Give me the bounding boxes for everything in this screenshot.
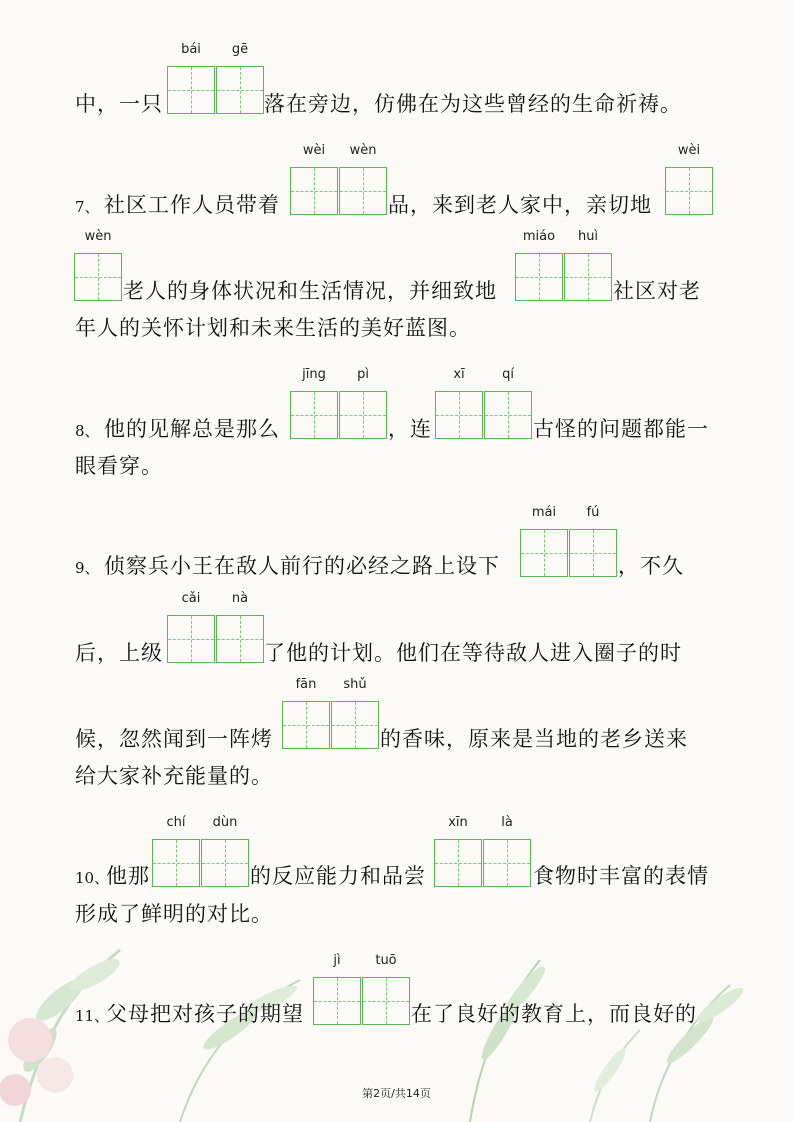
pinyin-label: qí <box>502 367 514 382</box>
grid-cell[interactable] <box>665 167 713 215</box>
text: 食物时丰富的表情 <box>533 864 709 888</box>
text: 眼看穿。 <box>75 454 163 478</box>
pinyin-label: wèn <box>349 143 377 158</box>
grid-cell[interactable] <box>483 839 531 887</box>
question-number: 11、 <box>75 1007 110 1025</box>
grid-cell[interactable] <box>564 253 612 301</box>
grid-cell[interactable] <box>152 839 200 887</box>
text: 年人的关怀计划和未来生活的美好蓝图。 <box>75 316 471 340</box>
pinyin-label: dùn <box>212 815 238 830</box>
pinyin-label: miáo <box>522 229 556 244</box>
pinyin-label: bái <box>181 42 201 57</box>
text: 社区对老 <box>613 279 701 303</box>
page-footer: 第2页/共14页 <box>362 1087 431 1100</box>
text: 中，一只 <box>75 92 163 116</box>
text: 候，忽然闻到一阵烤 <box>75 727 273 751</box>
text: 他的见解总是那么 <box>104 417 280 441</box>
text: 给大家补充能量的。 <box>75 764 273 788</box>
pinyin-label: shǔ <box>343 677 367 692</box>
pinyin-label: fān <box>295 677 317 692</box>
text: 古怪的问题都能一 <box>533 417 709 441</box>
question-number: 8、 <box>75 422 100 440</box>
question-number: 10、 <box>75 869 110 887</box>
pinyin-label: jì <box>333 953 341 968</box>
pinyin-label: nà <box>231 591 249 606</box>
pinyin-label: wèn <box>84 229 112 244</box>
grid-cell[interactable] <box>339 391 387 439</box>
grid-cell[interactable] <box>435 391 483 439</box>
text: 老人的身体状况和生活情况，并细致地 <box>123 279 497 303</box>
grid-cell[interactable] <box>515 253 563 301</box>
grid-cell[interactable] <box>216 66 264 114</box>
pinyin-label: gē <box>231 42 249 57</box>
pinyin-label: pì <box>357 367 369 382</box>
question-number: 9、 <box>75 559 100 577</box>
grid-cell[interactable] <box>290 167 338 215</box>
pinyin-label: xīn <box>448 815 468 830</box>
grid-cell[interactable] <box>520 529 568 577</box>
text: 父母把对孩子的期望 <box>106 1002 304 1026</box>
pinyin-label: wèi <box>677 143 701 158</box>
pinyin-label: chí <box>166 815 186 830</box>
pinyin-label: cǎi <box>181 591 201 606</box>
grid-cell[interactable] <box>290 391 338 439</box>
text: 形成了鲜明的对比。 <box>75 902 273 926</box>
text: 后，上级 <box>75 641 163 665</box>
text: 品，来到老人家中，亲切地 <box>388 193 652 217</box>
text: 落在旁边，仿佛在为这些曾经的生命祈祷。 <box>264 92 682 116</box>
pinyin-label: huì <box>577 229 599 244</box>
pinyin-label: jīng <box>302 367 326 382</box>
text: ，连 <box>388 417 432 441</box>
grid-cell[interactable] <box>331 701 379 749</box>
grid-cell[interactable] <box>167 66 215 114</box>
question-number: 7、 <box>75 198 100 216</box>
pinyin-label: mái <box>531 505 557 520</box>
text: 的香味，原来是当地的老乡送来 <box>380 727 688 751</box>
grid-cell[interactable] <box>216 615 264 663</box>
grid-cell[interactable] <box>362 977 410 1025</box>
grid-cell[interactable] <box>339 167 387 215</box>
text: 他那 <box>106 864 150 888</box>
grid-cell[interactable] <box>167 615 215 663</box>
grid-cell[interactable] <box>313 977 361 1025</box>
grid-cell[interactable] <box>484 391 532 439</box>
text: 社区工作人员带着 <box>104 193 280 217</box>
text: 侦察兵小王在敌人前行的必经之路上设下 <box>104 554 500 578</box>
pinyin-label: xī <box>453 367 465 382</box>
text: ，不久 <box>618 554 684 578</box>
text: 在了良好的教育上，而良好的 <box>411 1002 697 1026</box>
grid-cell[interactable] <box>282 701 330 749</box>
grid-cell[interactable] <box>569 529 617 577</box>
grid-cell[interactable] <box>434 839 482 887</box>
pinyin-label: fú <box>586 505 600 520</box>
pinyin-label: wèi <box>302 143 326 158</box>
pinyin-label: là <box>501 815 513 830</box>
grid-cell[interactable] <box>74 253 122 301</box>
text: 了他的计划。他们在等待敌人进入圈子的时 <box>264 641 682 665</box>
text: 的反应能力和品尝 <box>250 864 426 888</box>
grid-cell[interactable] <box>201 839 249 887</box>
pinyin-label: tuō <box>375 953 397 968</box>
